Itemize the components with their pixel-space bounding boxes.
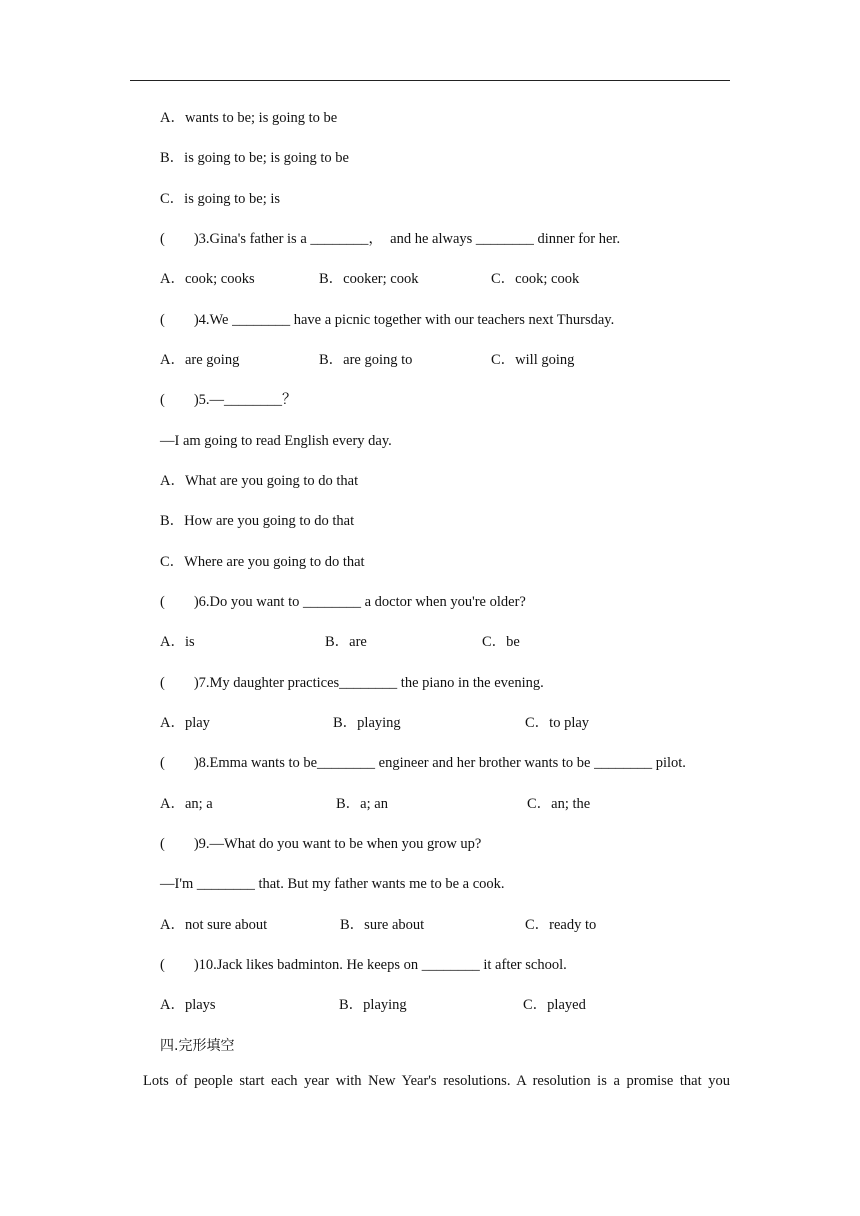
- q5-option-c[interactable]: C．Where are you going to do that: [160, 554, 365, 570]
- question-9-answer-line: —I'm ________ that. But my father wants me to be a cook.: [160, 876, 505, 892]
- q4-option-b[interactable]: B．are going to: [319, 352, 413, 368]
- q3-option-a[interactable]: A．cook; cooks: [160, 271, 255, 287]
- q4-option-c[interactable]: C．will going: [491, 352, 575, 368]
- q6-option-a[interactable]: A．is: [160, 634, 195, 650]
- q9-option-a[interactable]: A．not sure about: [160, 917, 268, 933]
- question-4-stem: ( )4.We ________ have a picnic together with our teachers next Thursday.: [160, 312, 615, 328]
- question-10-stem: ( )10.Jack likes badminton. He keeps on ________ it after school.: [160, 957, 567, 973]
- question-6-stem: ( )6.Do you want to ________ a doctor when you're older?: [160, 594, 526, 610]
- q5-option-b[interactable]: B．How are you going to do that: [160, 513, 355, 529]
- q9-option-c[interactable]: C．ready to: [525, 917, 597, 933]
- question-5-answer-line: —I am going to read English every day.: [160, 433, 392, 449]
- q2-option-a[interactable]: A．wants to be; is going to be: [160, 110, 338, 126]
- question-7-stem: ( )7.My daughter practices________ the piano in the evening.: [160, 675, 544, 691]
- q3-option-c[interactable]: C．cook; cook: [491, 271, 580, 287]
- q8-option-c[interactable]: C．an; the: [527, 796, 591, 812]
- q2-option-c[interactable]: C．is going to be; is: [160, 191, 281, 207]
- question-5-stem: ( )5.—________？: [160, 392, 297, 408]
- q8-option-b[interactable]: B．a; an: [336, 796, 388, 812]
- question-9-stem: ( )9.—What do you want to be when you grow up?: [160, 836, 482, 852]
- q9-option-b[interactable]: B．sure about: [340, 917, 425, 933]
- q10-option-a[interactable]: A．plays: [160, 997, 216, 1013]
- q7-option-b[interactable]: B．playing: [333, 715, 401, 731]
- section-heading: 四.完形填空: [160, 1038, 235, 1054]
- q8-option-a[interactable]: A．an; a: [160, 796, 213, 812]
- q7-option-c[interactable]: C．to play: [525, 715, 590, 731]
- q4-option-a[interactable]: A．are going: [160, 352, 240, 368]
- passage-first-line: Lots of people start each year with New Year's resolutions. A resolution is a promise that you: [143, 1073, 730, 1089]
- q2-option-b[interactable]: B．is going to be; is going to be: [160, 150, 349, 166]
- q10-option-c[interactable]: C．played: [523, 997, 586, 1013]
- question-3-stem: ( )3.Gina's father is a ________， and he always ________ dinner for her.: [160, 231, 621, 247]
- q6-option-c[interactable]: C．be: [482, 634, 520, 650]
- q7-option-a[interactable]: A．play: [160, 715, 210, 731]
- q3-option-b[interactable]: B．cooker; cook: [319, 271, 419, 287]
- q6-option-b[interactable]: B．are: [325, 634, 367, 650]
- q10-option-b[interactable]: B．playing: [339, 997, 407, 1013]
- q5-option-a[interactable]: A．What are you going to do that: [160, 473, 359, 489]
- question-8-stem: ( )8.Emma wants to be________ engineer and her brother wants to be ________ pilot.: [160, 755, 686, 771]
- header-rule: [130, 80, 730, 81]
